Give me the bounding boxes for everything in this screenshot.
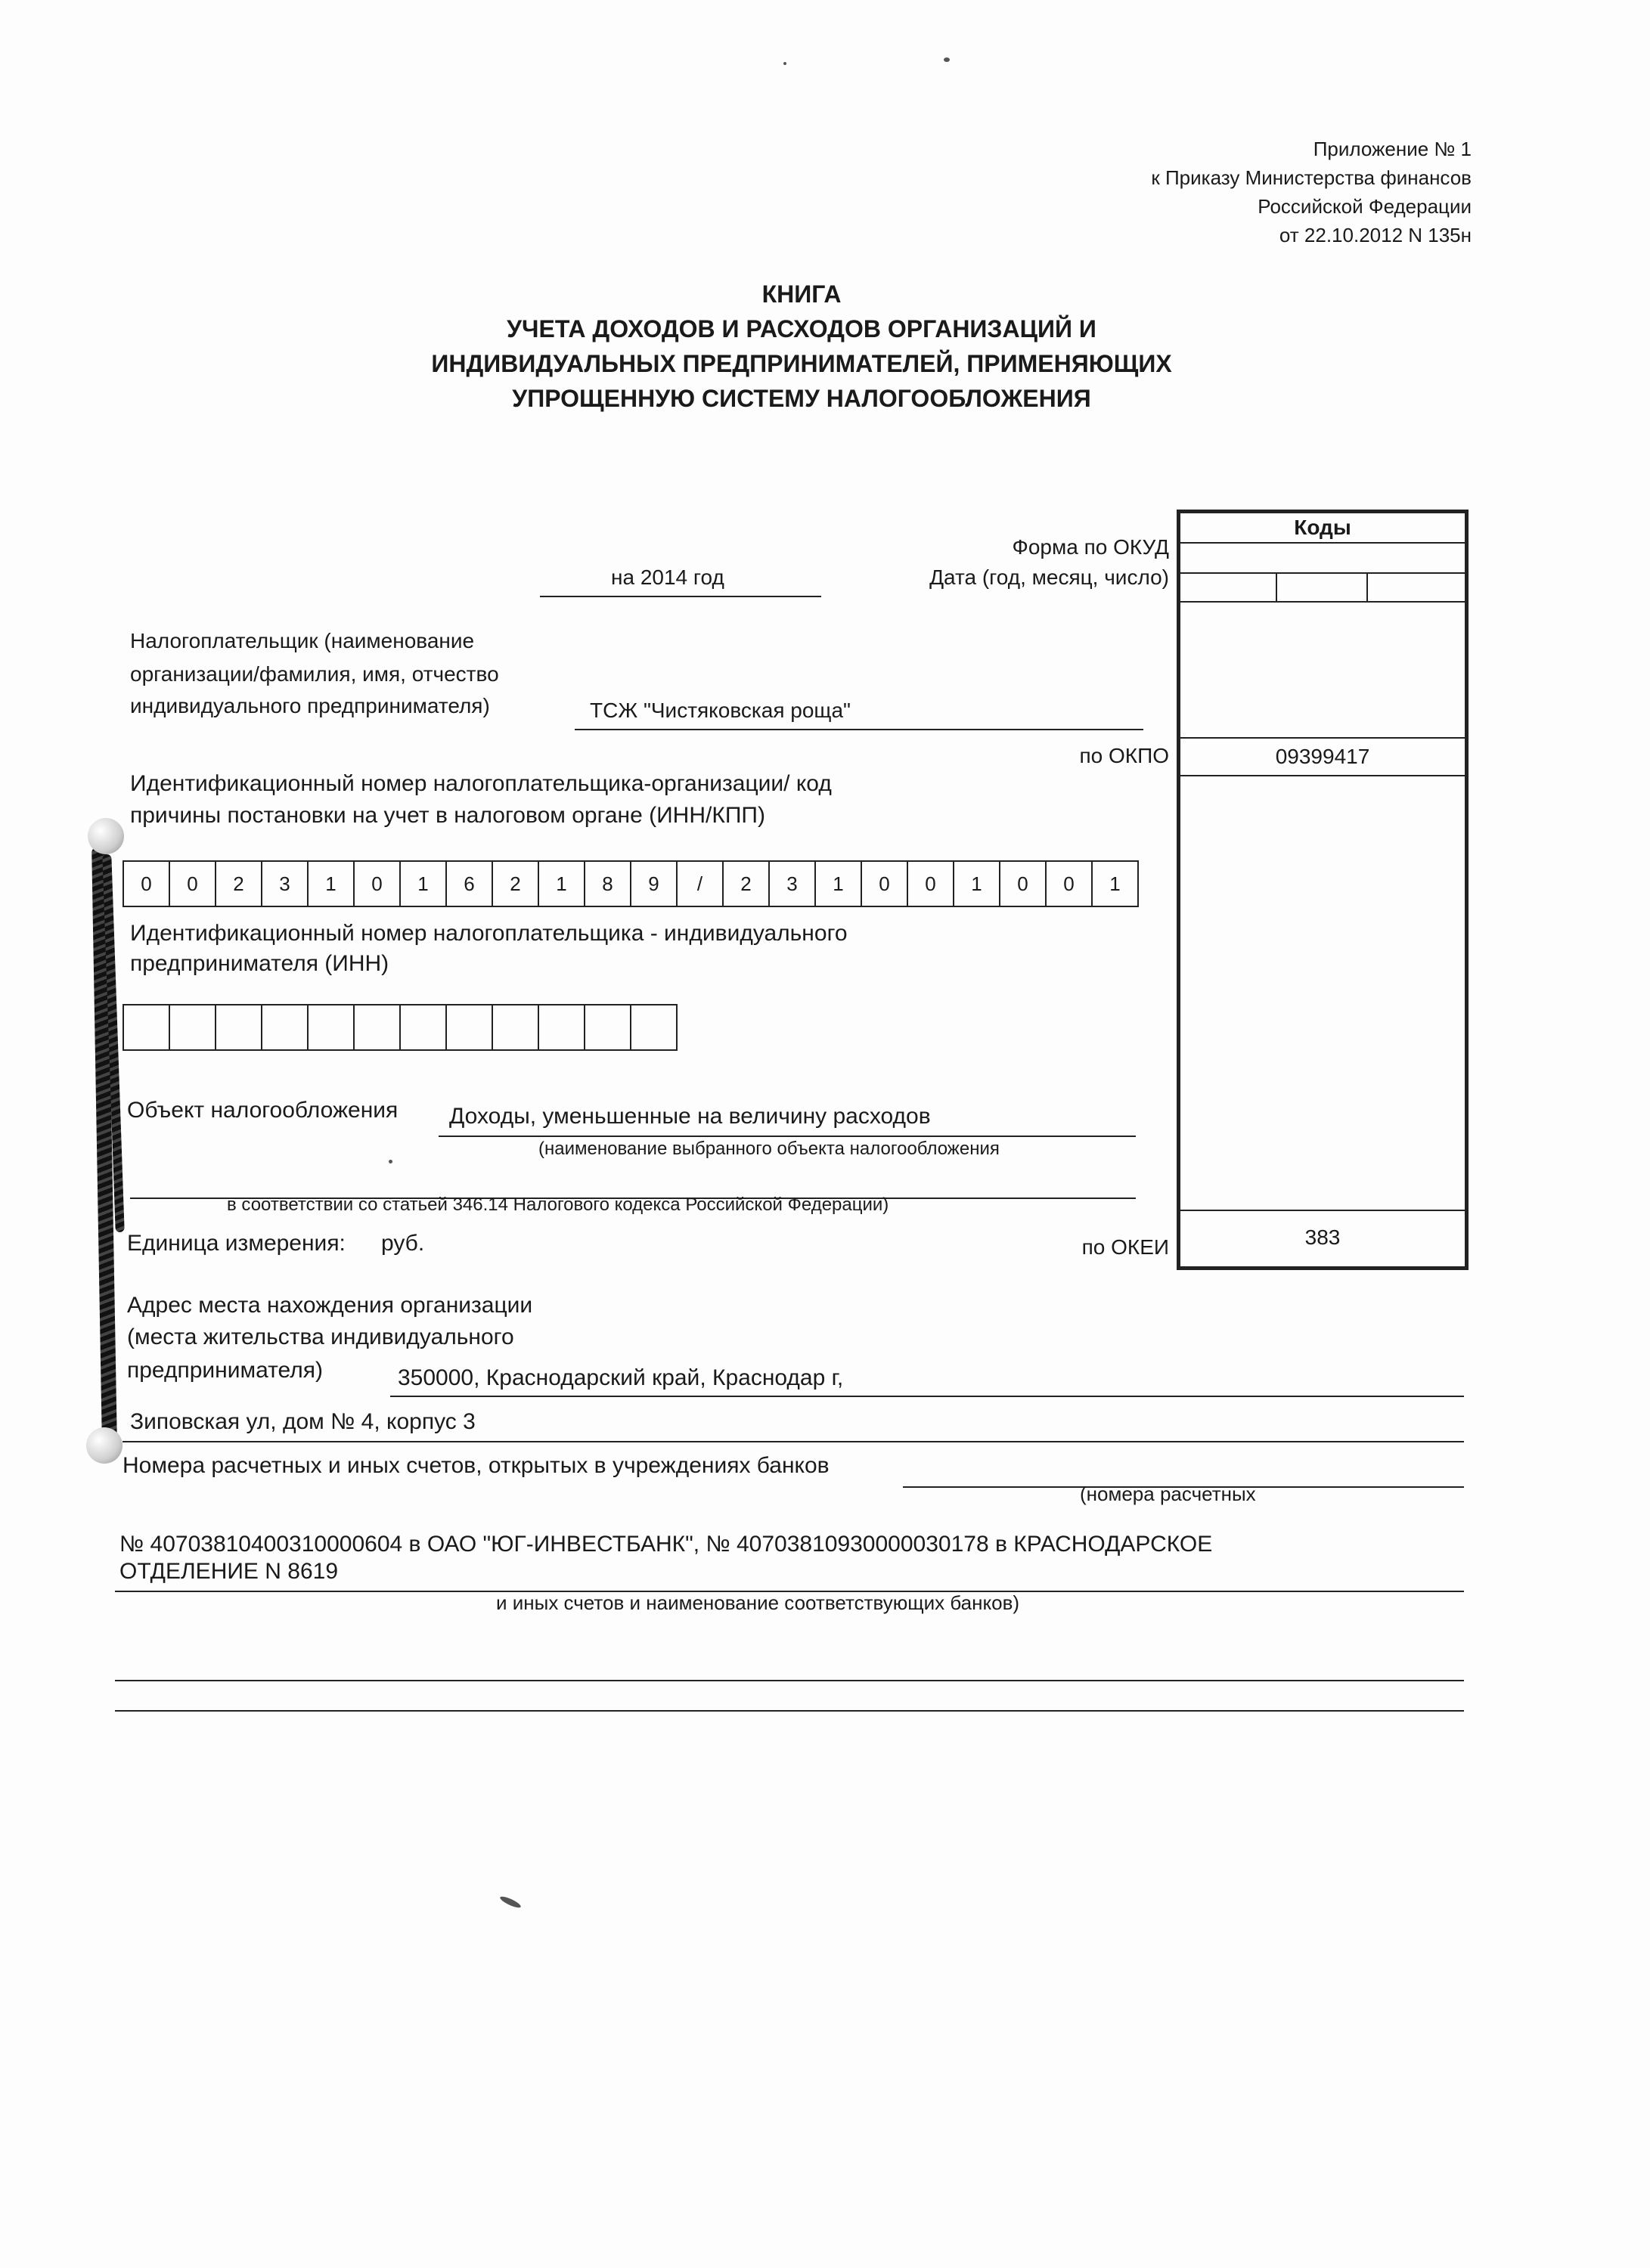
taxpayer-label-3: индивидуального предпринимателя) — [130, 694, 490, 717]
inn-ip-digit-cell — [355, 1004, 401, 1051]
appendix-reference — [1151, 135, 1472, 249]
scan-speck — [389, 1160, 392, 1163]
inn-ip-digit-cells — [123, 1004, 678, 1051]
okud-code-cell — [1180, 544, 1465, 574]
inn-ip-digit-cell — [539, 1004, 585, 1051]
date-divider-1 — [1276, 574, 1277, 601]
inn-kpp-digit-cell: 1 — [401, 860, 447, 907]
taxpayer-value: ТСЖ "Чистяковская роща" — [590, 699, 851, 722]
title-line-4: УПРОЩЕННУЮ СИСТЕМУ НАЛОГООБЛОЖЕНИЯ — [512, 385, 1091, 412]
address-underline-2 — [123, 1441, 1464, 1442]
inn-kpp-digit-cell: 3 — [262, 860, 309, 907]
okei-label: по ОКЕИ — [1081, 1235, 1169, 1259]
inn-kpp-digit-cell: 6 — [447, 860, 493, 907]
inn-ip-digit-cell — [262, 1004, 309, 1051]
document-title — [302, 277, 1301, 416]
appendix-line-1: Приложение № 1 — [1313, 138, 1472, 160]
accounts-caption-2: и иных счетов и наименование соответствующих банков) — [496, 1591, 1020, 1614]
binding-knot-top — [88, 818, 124, 854]
inn-kpp-label-2: причины постановки на учет в налоговом органе (ИНН/КПП) — [130, 803, 765, 828]
inn-kpp-digit-cell: 2 — [216, 860, 262, 907]
okpo-code-cell: 09399417 — [1180, 739, 1465, 776]
okud-label: Форма по ОКУД — [1012, 535, 1169, 559]
period-value: на 2014 год — [611, 565, 724, 589]
address-underline-1 — [390, 1396, 1464, 1397]
blank-code-cell — [1180, 603, 1465, 739]
accounts-value-1: № 40703810400310000604 в ОАО "ЮГ-ИНВЕСТБАНК", № 40703810930000030178 в КРАСНОДАРСКОЕ — [119, 1532, 1213, 1557]
object-underline — [439, 1136, 1136, 1137]
inn-kpp-digit-cell: 8 — [585, 860, 631, 907]
accounts-caption-1: (номера расчетных — [1080, 1483, 1256, 1505]
codes-header: Коды — [1180, 513, 1465, 544]
okpo-label: по ОКПО — [1079, 744, 1169, 767]
inn-ip-digit-cell — [631, 1004, 678, 1051]
inn-ip-digit-cell — [124, 1004, 170, 1051]
accounts-underline-3 — [115, 1680, 1464, 1681]
inn-kpp-digit-cell: 9 — [631, 860, 678, 907]
inn-kpp-digit-cell: 1 — [309, 860, 355, 907]
object-value: Доходы, уменьшенные на величину расходов — [449, 1104, 931, 1129]
appendix-line-3: Российской Федерации — [1258, 195, 1472, 218]
inn-ip-digit-cell — [216, 1004, 262, 1051]
inn-kpp-label-1: Идентификационный номер налогоплательщика-организации/ код — [130, 771, 832, 796]
accounts-underline-4 — [115, 1710, 1464, 1712]
inn-kpp-digit-cell: 2 — [493, 860, 539, 907]
address-label-2: (места жительства индивидуального — [127, 1325, 514, 1349]
inn-kpp-digit-cell: 3 — [770, 860, 816, 907]
binding-knot-bottom — [86, 1427, 123, 1464]
taxpayer-label-2: организации/фамилия, имя, отчество — [130, 662, 499, 686]
inn-kpp-digit-cell: 1 — [539, 860, 585, 907]
scan-speck — [944, 57, 950, 62]
date-code-cell — [1180, 574, 1465, 603]
inn-kpp-digit-cell: 1 — [1093, 860, 1139, 907]
address-value-2: Зиповская ул, дом № 4, корпус 3 — [130, 1409, 476, 1434]
inn-kpp-digit-cell: 1 — [954, 860, 1000, 907]
date-label: Дата (год, месяц, число) — [929, 565, 1169, 589]
unit-value: руб. — [381, 1231, 425, 1256]
inn-kpp-digit-cell: 0 — [908, 860, 954, 907]
inn-kpp-digit-cell: 2 — [724, 860, 770, 907]
period-underline — [540, 596, 821, 597]
inn-ip-label-2: предпринимателя (ИНН) — [130, 951, 389, 976]
date-divider-2 — [1366, 574, 1368, 601]
scan-speck — [499, 1895, 523, 1910]
object-caption-1: (наименование выбранного объекта налогообложения — [538, 1139, 1000, 1159]
inn-ip-label-1: Идентификационный номер налогоплательщика - индивидуального — [130, 921, 848, 946]
accounts-label: Номера расчетных и иных счетов, открытых в учреждениях банков — [123, 1453, 830, 1478]
inn-kpp-digit-cell: 0 — [862, 860, 908, 907]
object-label: Объект налогообложения — [127, 1098, 399, 1123]
unit-label: Единица измерения: — [127, 1231, 346, 1256]
inn-kpp-digit-cell: 0 — [170, 860, 216, 907]
okei-code-cell: 383 — [1304, 1225, 1341, 1249]
inn-kpp-digit-cell: 0 — [1000, 860, 1047, 907]
appendix-line-2: к Приказу Министерства финансов — [1151, 166, 1472, 189]
object-caption-2: в соответствии со статьей 346.14 Налогового кодекса Российской Федерации) — [227, 1194, 889, 1215]
accounts-value-2: ОТДЕЛЕНИЕ N 8619 — [119, 1559, 338, 1584]
title-line-1: КНИГА — [761, 280, 842, 308]
title-line-2: УЧЕТА ДОХОДОВ И РАСХОДОВ ОРГАНИЗАЦИЙ И — [507, 315, 1096, 342]
inn-ip-digit-cell — [170, 1004, 216, 1051]
address-label-3: предпринимателя) — [127, 1358, 323, 1383]
address-label-1: Адрес места нахождения организации — [127, 1293, 533, 1318]
inn-kpp-digit-cells — [123, 860, 1139, 907]
inn-ip-digit-cell — [447, 1004, 493, 1051]
taxpayer-label-1: Налогоплательщик (наименование — [130, 629, 475, 652]
inn-ip-digit-cell — [309, 1004, 355, 1051]
blank-code-cell-2 — [1180, 776, 1465, 1211]
inn-kpp-digit-cell: 1 — [816, 860, 862, 907]
taxpayer-underline — [575, 729, 1143, 730]
inn-kpp-digit-cell: / — [678, 860, 724, 907]
inn-kpp-digit-cell: 0 — [355, 860, 401, 907]
inn-ip-digit-cell — [401, 1004, 447, 1051]
address-value-1: 350000, Краснодарский край, Краснодар г, — [398, 1365, 844, 1390]
inn-kpp-digit-cell: 0 — [124, 860, 170, 907]
scan-speck — [783, 62, 786, 65]
inn-ip-digit-cell — [493, 1004, 539, 1051]
inn-kpp-digit-cell: 0 — [1047, 860, 1093, 907]
title-line-3: ИНДИВИДУАЛЬНЫХ ПРЕДПРИНИМАТЕЛЕЙ, ПРИМЕНЯЮЩИХ — [431, 350, 1172, 377]
inn-ip-digit-cell — [585, 1004, 631, 1051]
appendix-line-4: от 22.10.2012 N 135н — [1279, 224, 1472, 246]
codes-box — [1177, 510, 1469, 1270]
